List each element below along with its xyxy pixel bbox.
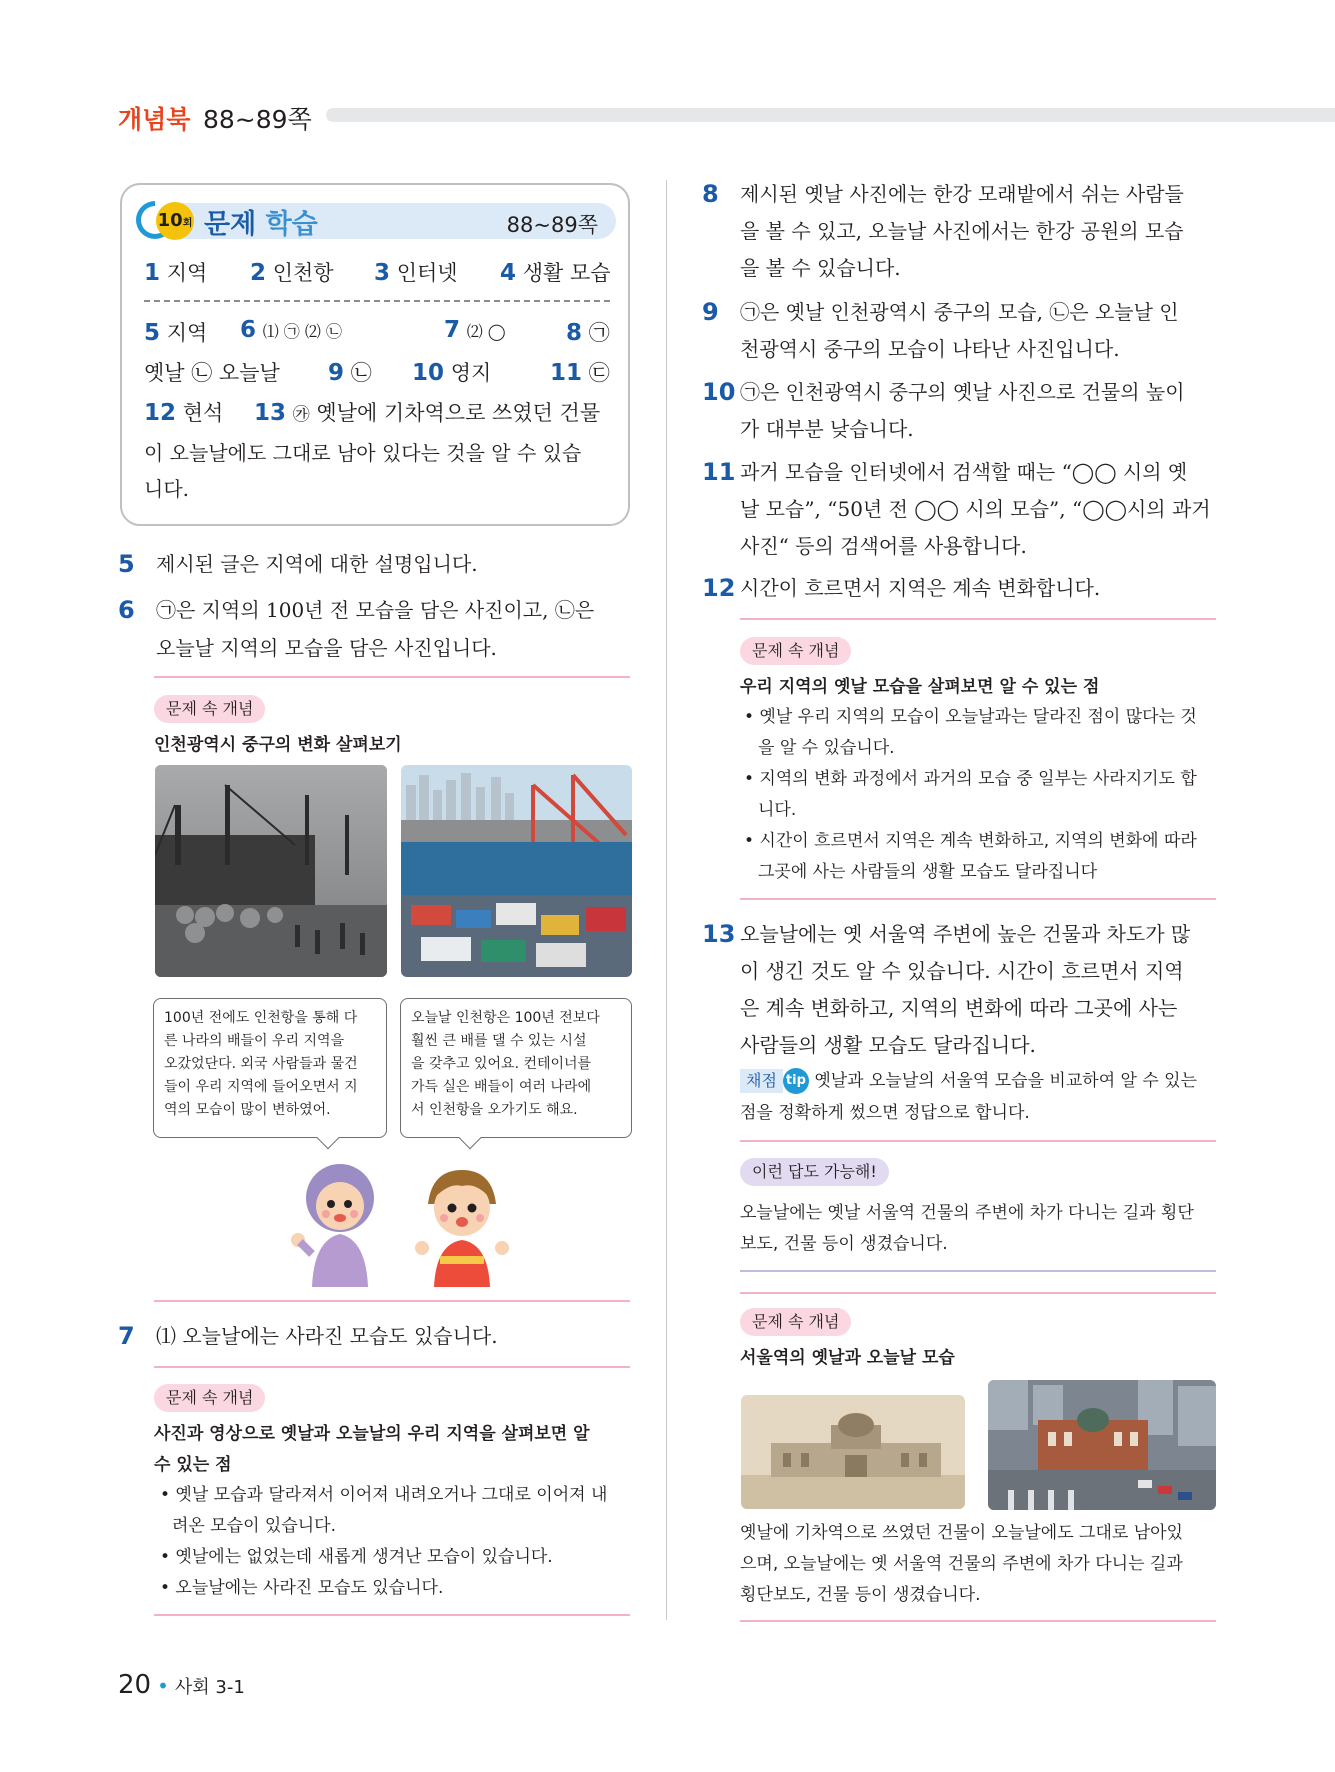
concept-bullet: • 옛날 모습과 달라져서 이어져 내려오거나 그대로 이어져 내 (160, 1485, 608, 1505)
answer-11: 11 ㉢ (550, 360, 610, 386)
bullet-dot-icon: • (157, 1674, 169, 1698)
answer-13-line3: 니다. (144, 477, 189, 501)
divider (740, 1292, 1216, 1294)
old-incheon-photo (155, 765, 387, 977)
subject-label: 사회 3-1 (174, 1677, 245, 1698)
answer-box-title-row (136, 199, 616, 243)
divider (740, 618, 1216, 620)
divider (740, 1620, 1216, 1622)
dashed-divider (144, 300, 610, 302)
question-5: 5 제시된 글은 지역에 대한 설명입니다. (118, 550, 478, 578)
speech-bubble-child: 오늘날 인천항은 100년 전보다 훨씬 큰 배를 댈 수 있는 시설 을 갖추고 있어요. 컨테이너를 가득 실은 배들이 여러 나라에 서 인천항을 오가기도 해요. (400, 998, 632, 1138)
answer-3: 3 인터넷 (374, 260, 458, 286)
question-13: 13 오늘날에는 옛 서울역 주변에 높은 건물과 차도가 많 이 생긴 것도 알 수 있습니다. 시간이 흐르면서 지역 은 계속 변화하고, 지역의 변화에 따라 그곳에 사는 사람들의 생활 모습도 달라집니다. (702, 920, 1191, 1057)
possible-answer-text: 오늘날에는 옛날 서울역 건물의 주변에 차가 다니는 길과 횡단 (740, 1203, 1194, 1223)
divider (154, 1366, 630, 1368)
question-12: 12 시간이 흐르면서 지역은 계속 변화합니다. (702, 574, 1101, 602)
concept-pill: 문제 속 개념 (740, 637, 851, 665)
child-illustration (410, 1164, 514, 1287)
concept-text: 옛날에 기차역으로 쓰였던 건물이 오늘날에도 그대로 남아있 (740, 1523, 1183, 1543)
concept-bullet-cont: 려온 모습이 있습니다. (172, 1516, 337, 1536)
concept-bullet-cont: 니다. (758, 800, 797, 820)
header-bar (326, 108, 1335, 122)
answer-box (120, 183, 630, 526)
scoring-tip-cont: 점을 정확하게 썼으면 정답으로 합니다. (740, 1103, 1030, 1123)
concept-title-cont: 수 있는 점 (154, 1455, 232, 1475)
old-seoul-station-photo (741, 1395, 965, 1509)
divider (740, 898, 1216, 900)
question-7: 7 ⑴ 오늘날에는 사라진 모습도 있습니다. (118, 1322, 498, 1350)
divider (740, 1270, 1216, 1272)
modern-incheon-photo (401, 765, 632, 977)
column-divider (666, 180, 667, 1620)
session-badge: 10회 (156, 202, 194, 240)
concept-text-cont: 으며, 오늘날에는 옛 서울역 건물의 주변에 차가 다니는 길과 (740, 1554, 1183, 1574)
answer-8-cont: 옛날 ㉡ 오늘날 (144, 361, 280, 385)
concept-bullet-cont: 을 알 수 있습니다. (758, 738, 895, 758)
question-8: 8 제시된 옛날 사진에는 한강 모래밭에서 쉬는 사람들 을 볼 수 있고, 오늘날 사진에서는 한강 공원의 모습 을 볼 수 있습니다. (702, 180, 1184, 280)
answer-4: 4 생활 모습 (500, 260, 611, 286)
answer-12: 12 현석 (144, 400, 224, 426)
tip-icon: tip (783, 1068, 809, 1094)
page-footer (118, 1670, 245, 1700)
concept-pill: 문제 속 개념 (740, 1308, 851, 1336)
concept-bullet: • 지역의 변화 과정에서 과거의 모습 중 일부는 사라지기도 합 (744, 769, 1197, 789)
concept-title: 사진과 영상으로 옛날과 오늘날의 우리 지역을 살펴보면 알 (154, 1424, 590, 1444)
concept-bullet-cont: 그곳에 사는 사람들의 생활 모습도 달라집니다 (758, 862, 1098, 882)
answer-9: 9 ㉡ (328, 360, 372, 386)
concept-pill: 문제 속 개념 (154, 695, 265, 723)
question-10: 10 ㉠은 인천광역시 중구의 옛날 사진으로 건물의 높이 가 대부분 낮습니다. (702, 378, 1185, 441)
concept-bullet: • 옛날 우리 지역의 모습이 오늘날과는 달라진 점이 많다는 것 (744, 707, 1197, 727)
header-pages: 88~89쪽 (203, 105, 312, 134)
divider (154, 1614, 630, 1616)
page-number: 20 (118, 1670, 152, 1700)
page-header (118, 96, 1335, 136)
answer-6: 6 ⑴ ㉠ ⑵ ㉡ (240, 317, 342, 343)
concept-bullet: • 시간이 흐르면서 지역은 계속 변화하고, 지역의 변화에 따라 (744, 831, 1197, 851)
answer-5: 5 지역 (144, 320, 208, 346)
divider (154, 676, 630, 678)
divider (740, 1140, 1216, 1142)
answer-8: 8 ㉠ (566, 320, 610, 346)
answer-7: 7 ⑵ ◯ (444, 317, 506, 343)
answer-13: 13 ㉮ 옛날에 기차역으로 쓰였던 건물 (254, 400, 601, 426)
divider (154, 1300, 630, 1302)
modern-seoul-station-photo (988, 1380, 1216, 1510)
header-label: 개념북 (118, 105, 191, 134)
answer-10: 10 영지 (412, 360, 492, 386)
answer-box-range: 88~89쪽 (506, 213, 598, 237)
question-11: 11 과거 모습을 인터넷에서 검색할 때는 “◯◯ 시의 옛 날 모습”, “50년 전 ◯◯ 시의 모습”, “◯◯시의 과거 사진“ 등의 검색어를 사용합니다. (702, 458, 1211, 558)
answer-13-line2: 이 오늘날에도 그대로 남아 있다는 것을 알 수 있습 (144, 441, 582, 465)
question-6: 6 ㉠은 지역의 100년 전 모습을 담은 사진이고, ㉡은 오늘날 지역의 모습을 담은 사진입니다. (118, 596, 595, 660)
concept-pill: 문제 속 개념 (154, 1384, 265, 1412)
scoring-label: 채점 (740, 1069, 783, 1093)
concept-text-cont: 횡단보도, 건물 등이 생겼습니다. (740, 1585, 981, 1605)
answer-box-title: 문제 학습 (204, 209, 318, 240)
concept-title: 우리 지역의 옛날 모습을 살펴보면 알 수 있는 점 (740, 677, 1100, 697)
concept-title: 인천광역시 중구의 변화 살펴보기 (154, 735, 402, 755)
concept-title: 서울역의 옛날과 오늘날 모습 (740, 1348, 955, 1368)
possible-answer-pill: 이런 답도 가능해! (740, 1158, 889, 1186)
grandmother-illustration (284, 1162, 392, 1287)
concept-bullet: • 오늘날에는 사라진 모습도 있습니다. (160, 1578, 444, 1598)
scoring-tip: 채점 tip 옛날과 오늘날의 서울역 모습을 비교하여 알 수 있는 (740, 1066, 1220, 1096)
answer-1: 1 지역 (144, 260, 208, 286)
possible-answer-text-cont: 보도, 건물 등이 생겼습니다. (740, 1234, 948, 1254)
speech-bubble-grandmother: 100년 전에도 인천항을 통해 다 른 나라의 배들이 우리 지역을 오갔었단다. 외국 사람들과 물건 들이 우리 지역에 들어오면서 지 역의 모습이 많이 변하였어. (153, 998, 387, 1138)
concept-bullet: • 옛날에는 없었는데 새롭게 생겨난 모습이 있습니다. (160, 1547, 553, 1567)
question-9: 9 ㉠은 옛날 인천광역시 중구의 모습, ㉡은 오늘날 인 천광역시 중구의 모습이 나타난 사진입니다. (702, 298, 1179, 361)
answer-2: 2 인천항 (250, 260, 334, 286)
